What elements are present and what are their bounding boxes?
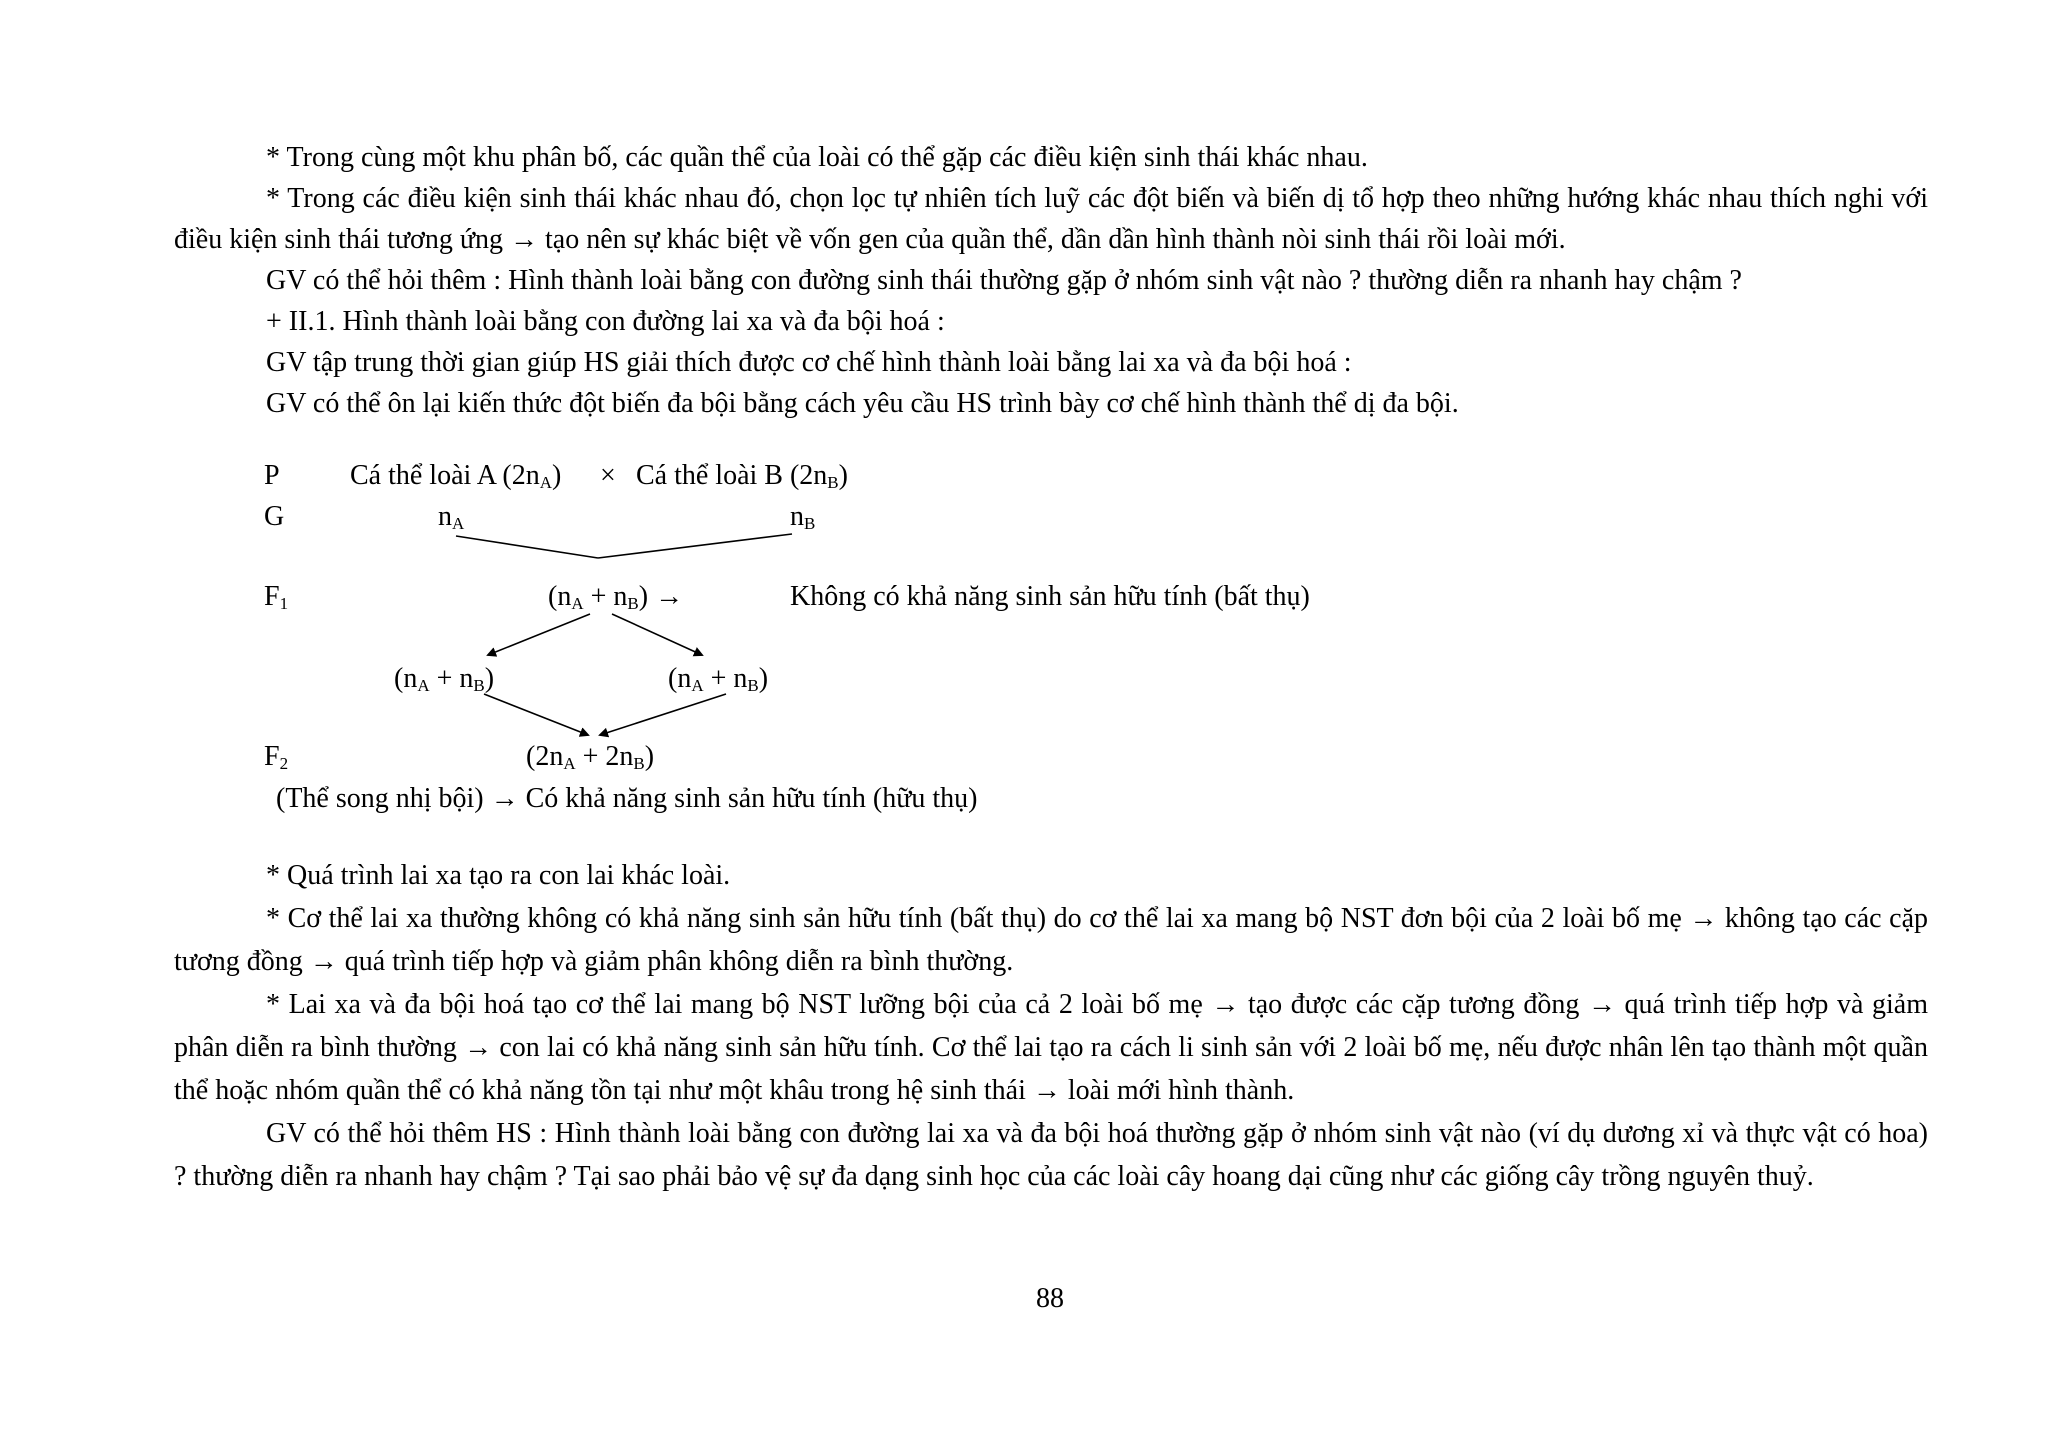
p-generation-label: P [264,460,280,491]
f2-generation-label: $F_2$ [264,741,289,773]
paragraph: * Trong các điều kiện sinh thái khác nhau đó, chọn lọc tự nhiên tích luỹ các đột biến và biến dị tổ hợp theo những hướng khác nhau thích nghi với điều kiện sinh thái tương ứng → tạo nên sự khác biệt về vốn gen của quần thể, dần dần hình thành nòi sinh thái rồi loài mới. [174,183,1928,255]
paragraph: * Quá trình lai xa tạo ra con lai khác loài. [266,860,731,891]
doubled-chromosome-left: $(n_A + n_B)$ [394,663,495,695]
f1-generation-label: $F_1$ [264,581,289,613]
parent-b: Cá thể loài B $(2n_B)$ [636,460,848,492]
paragraph: * Trong cùng một khu phân bố, các quần thể của loài có thể gặp các điều kiện sinh thái khác nhau. [266,142,1368,173]
paragraph: * Cơ thể lai xa thường không có khả năng sinh sản hữu tính (bất thụ) do cơ thể lai xa mang bộ NST đơn bội của 2 loài bố mẹ → không tạo các cặp tương đồng → quá trình tiếp hợp và giảm phân không diễn ra bình thường. [174,903,1928,977]
page-number: 88 [1036,1283,1064,1314]
gamete-a: $n_A$ [438,501,465,533]
paragraph: GV có thể hỏi thêm HS : Hình thành loài bằng con đường lai xa và đa bội hoá thường gặp ở nhóm sinh vật nào (ví dụ dương xỉ và thực vật có hoa) ? thường diễn ra nhanh hay chậm ? Tại sao phải bảo vệ sự đa dạng sinh học của các loài cây hoang dại cũng như các giống cây trồng nguyên thuỷ. [174,1118,1928,1192]
explanation-text [174,854,1928,1198]
f2-amphidiploid: $(2n_A + 2n_B)$ [526,741,655,773]
g-generation-label: G [264,501,285,532]
paragraph: GV tập trung thời gian giúp HS giải thích được cơ chế hình thành loài bằng lai xa và đa bội hoá : [266,347,1352,378]
paragraph: + II.1. Hình thành loài bằng con đường lai xa và đa bội hoá : [266,306,945,337]
f1-hybrid: $(n_A + n_B)$ → [548,581,684,613]
paragraph: * Lai xa và đa bội hoá tạo cơ thể lai mang bộ NST lưỡng bội của cả 2 loài bố mẹ → tạo được các cặp tương đồng → quá trình tiếp hợp và giảm phân diễn ra bình thường → con lai có khả năng sinh sản hữu tính. Cơ thể lai tạo ra cách li sinh sản với 2 loài bố mẹ, nếu được nhân lên tạo thành một quần thể hoặc nhóm quần thể có khả năng tồn tại như một khâu trong hệ sinh thái → loài mới hình thành. [174,989,1928,1106]
parent-a: Cá thể loài A $(2n_A)$ [350,460,562,492]
f1-sterility-note: Không có khả năng sinh sản hữu tính (bất thụ) [790,581,1310,612]
f2-fertility-note: (Thể song nhị bội) → Có khả năng sinh sản hữu tính (hữu thụ) [276,783,978,814]
paragraph: GV có thể hỏi thêm : Hình thành loài bằng con đường sinh thái thường gặp ở nhóm sinh vật nào ? thường diễn ra nhanh hay chậm ? [266,265,1742,296]
intro-text [174,137,1928,424]
doubled-chromosome-right: $(n_A + n_B)$ [668,663,769,695]
gamete-fusion-lines [456,534,792,558]
cross-symbol: × [600,460,616,491]
gamete-b: $n_B$ [790,501,816,533]
paragraph: GV có thể ôn lại kiến thức đột biến đa bội bằng cách yêu cầu HS trình bày cơ chế hình thành thể dị đa bội. [266,388,1459,419]
